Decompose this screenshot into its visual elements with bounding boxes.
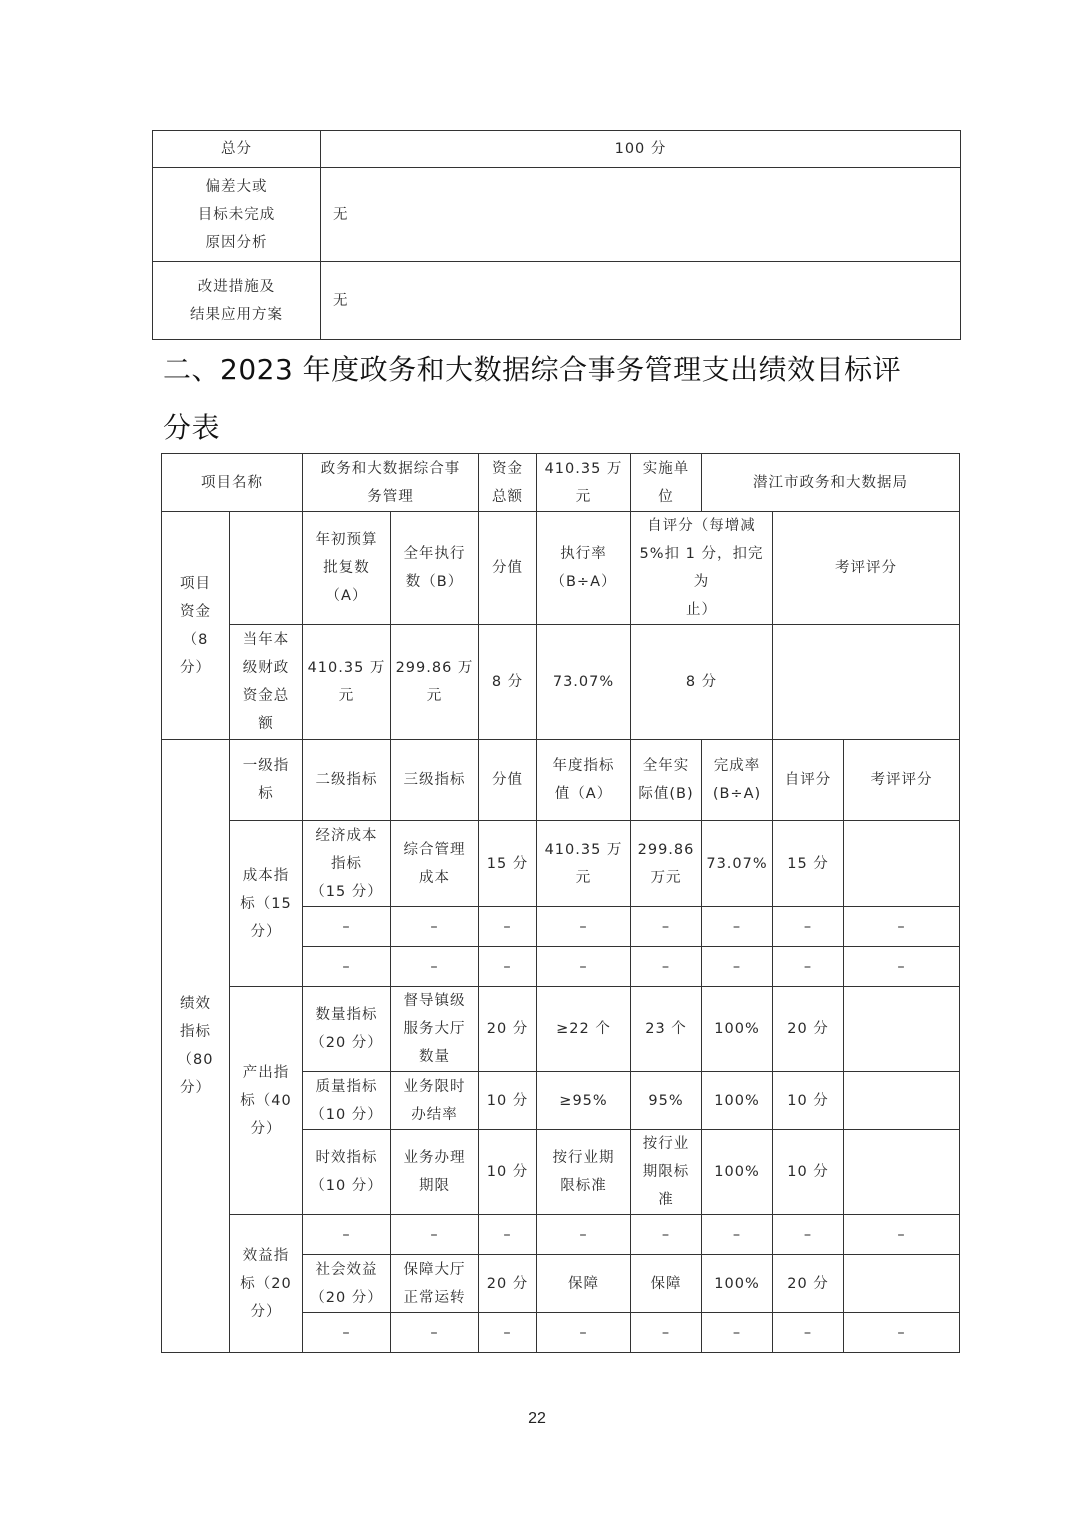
funding-row-executed: 299.86 万 元: [391, 625, 479, 740]
cell-rate: –: [702, 907, 773, 947]
implementer-label: 实施单 位: [631, 454, 702, 512]
cell-level3: –: [391, 1215, 479, 1255]
cell-rate: –: [702, 947, 773, 987]
performance-table: [161, 453, 960, 1353]
perf-header-level2: 二级指标: [303, 740, 391, 821]
cell-actual: –: [631, 947, 702, 987]
perf-header-rate: 完成率 (B÷A): [702, 740, 773, 821]
cell-score: –: [479, 947, 537, 987]
cell-level3: –: [391, 947, 479, 987]
cell-level3: –: [391, 1313, 479, 1353]
perf-header-actual: 全年实 际值(B): [631, 740, 702, 821]
cell-score: 20 分: [479, 1255, 537, 1313]
cell-target: –: [537, 1215, 631, 1255]
funding-row-budget: 410.35 万 元: [303, 625, 391, 740]
cell-review-score: [844, 1130, 960, 1215]
implementer-value: 潜江市政务和大数据局: [702, 454, 960, 512]
cell-actual: 95%: [631, 1072, 702, 1130]
cell-rate: –: [702, 1215, 773, 1255]
table-row: [162, 987, 960, 1072]
indicator-group-name: 产出指 标（40 分）: [230, 987, 303, 1215]
cell-actual: 23 个: [631, 987, 702, 1072]
perf-section-label: 绩效 指标 （80 分）: [162, 740, 230, 1353]
cell-self-score: 20 分: [773, 1255, 844, 1313]
cell-self-score: 15 分: [773, 821, 844, 907]
cell-review-score: –: [844, 947, 960, 987]
cell-level2: –: [303, 907, 391, 947]
cell-score: –: [479, 907, 537, 947]
funding-header-self-score: 自评分（每增减 5%扣 1 分，扣完为 止）: [631, 512, 773, 625]
section-heading-line-1: 二、2023 年度政务和大数据综合事务管理支出绩效目标评: [163, 353, 902, 386]
summary-table: [152, 130, 961, 340]
cell-self-score: 10 分: [773, 1130, 844, 1215]
cell-target: –: [537, 947, 631, 987]
deviation-row: [153, 168, 961, 262]
cell-rate: 100%: [702, 1255, 773, 1313]
funding-header-budget: 年初预算 批复数 （A）: [303, 512, 391, 625]
cell-score: 20 分: [479, 987, 537, 1072]
cell-target: –: [537, 1313, 631, 1353]
total-score-label: 总分: [153, 131, 321, 168]
cell-rate: 73.07%: [702, 821, 773, 907]
cell-self-score: –: [773, 907, 844, 947]
cell-target: 保障: [537, 1255, 631, 1313]
cell-self-score: –: [773, 1313, 844, 1353]
funding-header-score: 分值: [479, 512, 537, 625]
cell-actual: 按行业 期限标 准: [631, 1130, 702, 1215]
cell-self-score: 20 分: [773, 987, 844, 1072]
cell-review-score: [844, 1072, 960, 1130]
cell-review-score: [844, 987, 960, 1072]
page-number: 22: [528, 1410, 546, 1427]
funding-header-review-score: 考评评分: [773, 512, 960, 625]
cell-actual: –: [631, 907, 702, 947]
cell-review-score: [844, 1255, 960, 1313]
project-info-row: [162, 454, 960, 512]
cell-score: 10 分: [479, 1072, 537, 1130]
section-heading-line-2: 分表: [163, 411, 221, 444]
cell-target: 410.35 万 元: [537, 821, 631, 907]
cell-actual: 保障: [631, 1255, 702, 1313]
cell-rate: –: [702, 1313, 773, 1353]
perf-header-level1: 一级指 标: [230, 740, 303, 821]
cell-score: 10 分: [479, 1130, 537, 1215]
perf-header-level3: 三级指标: [391, 740, 479, 821]
cell-level3: 保障大厅 正常运转: [391, 1255, 479, 1313]
cell-rate: 100%: [702, 1130, 773, 1215]
perf-header-score: 分值: [479, 740, 537, 821]
deviation-label: 偏差大或 目标未完成 原因分析: [153, 168, 321, 262]
cell-level2: 数量指标 （20 分）: [303, 987, 391, 1072]
perf-header-review-score: 考评评分: [844, 740, 960, 821]
cell-target: ≥22 个: [537, 987, 631, 1072]
indicator-group-name: 成本指 标（15 分）: [230, 821, 303, 987]
improvement-label: 改进措施及 结果应用方案: [153, 262, 321, 340]
cell-target: 按行业期 限标准: [537, 1130, 631, 1215]
project-name-label: 项目名称: [162, 454, 303, 512]
funding-data-row: [162, 625, 960, 740]
cell-level2: 质量指标 （10 分）: [303, 1072, 391, 1130]
cell-review-score: –: [844, 1313, 960, 1353]
improvement-row: [153, 262, 961, 340]
funding-header-blank: [230, 512, 303, 625]
total-score-value: 100 分: [321, 131, 961, 168]
cell-self-score: 10 分: [773, 1072, 844, 1130]
cell-self-score: –: [773, 1215, 844, 1255]
funding-header-rate: 执行率 （B÷A）: [537, 512, 631, 625]
cell-level3: 综合管理 成本: [391, 821, 479, 907]
cell-actual: –: [631, 1313, 702, 1353]
cell-level3: –: [391, 907, 479, 947]
fund-total-label: 资金 总额: [479, 454, 537, 512]
cell-level2: –: [303, 1313, 391, 1353]
indicator-group-name: 效益指 标（20 分）: [230, 1215, 303, 1353]
funding-row-review-score: [773, 625, 960, 740]
funding-row-rate: 73.07%: [537, 625, 631, 740]
funding-section-label: 项目 资金 （8 分）: [162, 512, 230, 740]
funding-header-row: [162, 512, 960, 625]
cell-level2: 社会效益 （20 分）: [303, 1255, 391, 1313]
cell-actual: 299.86 万元: [631, 821, 702, 907]
total-score-row: [153, 131, 961, 168]
cell-review-score: –: [844, 907, 960, 947]
cell-level3: 业务办理 期限: [391, 1130, 479, 1215]
cell-score: –: [479, 1313, 537, 1353]
cell-review-score: [844, 821, 960, 907]
funding-row-score: 8 分: [479, 625, 537, 740]
cell-target: –: [537, 907, 631, 947]
cell-level2: 经济成本 指标 （15 分）: [303, 821, 391, 907]
funding-row-self-score: 8 分: [631, 625, 773, 740]
cell-review-score: –: [844, 1215, 960, 1255]
cell-level3: 业务限时 办结率: [391, 1072, 479, 1130]
table-row: [162, 821, 960, 907]
cell-level2: –: [303, 1215, 391, 1255]
improvement-value: 无: [321, 262, 961, 340]
funding-row-label: 当年本 级财政 资金总 额: [230, 625, 303, 740]
deviation-value: 无: [321, 168, 961, 262]
project-name-value: 政务和大数据综合事 务管理: [303, 454, 479, 512]
cell-target: ≥95%: [537, 1072, 631, 1130]
cell-self-score: –: [773, 947, 844, 987]
cell-level3: 督导镇级 服务大厅 数量: [391, 987, 479, 1072]
perf-header-row: [162, 740, 960, 821]
cell-actual: –: [631, 1215, 702, 1255]
fund-total-value: 410.35 万 元: [537, 454, 631, 512]
cell-score: –: [479, 1215, 537, 1255]
perf-header-self-score: 自评分: [773, 740, 844, 821]
funding-header-executed: 全年执行 数（B）: [391, 512, 479, 625]
cell-rate: 100%: [702, 1072, 773, 1130]
cell-level2: 时效指标 （10 分）: [303, 1130, 391, 1215]
cell-score: 15 分: [479, 821, 537, 907]
cell-level2: –: [303, 947, 391, 987]
perf-header-target: 年度指标 值（A）: [537, 740, 631, 821]
cell-rate: 100%: [702, 987, 773, 1072]
table-row: [162, 1215, 960, 1255]
